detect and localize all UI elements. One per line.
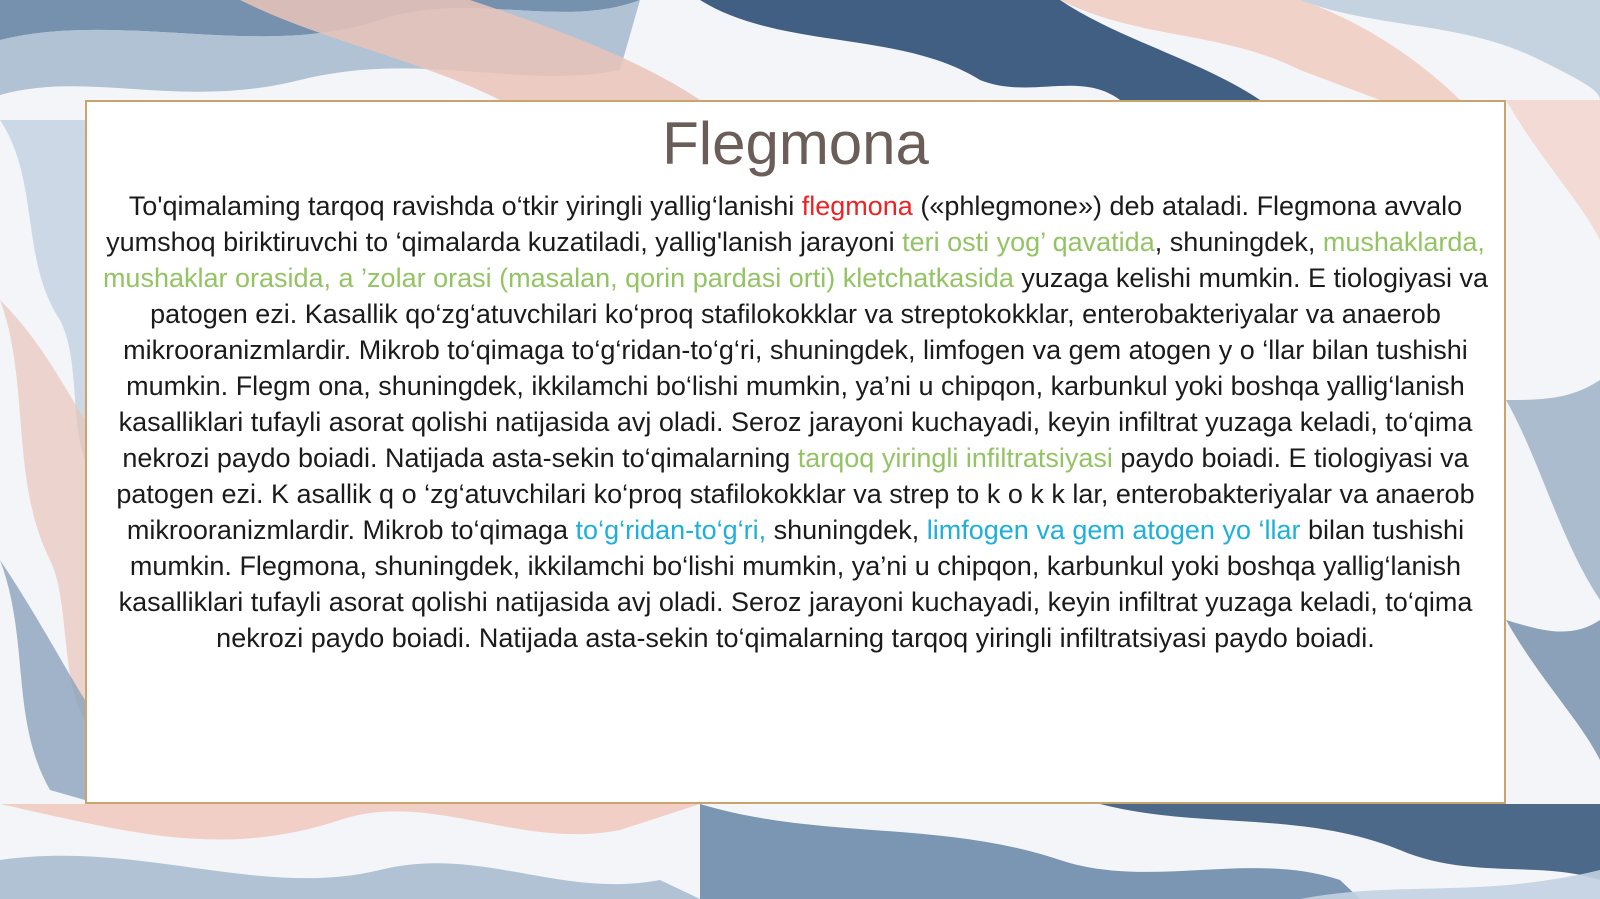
text-segment: , shuningdek, xyxy=(1154,227,1323,257)
highlight-phrase: teri osti yog’ qavatida xyxy=(902,227,1155,257)
text-segment: paydo boiadi. E tiologiyasi va patogen ezi. K asallik q o ‘zg‘atuvchilari ko‘proq stafilokokklar va strep to k o k k lar, enterobakteriyalar va anaerob mikrooranizmlardir. Mikrob to‘qimaga xyxy=(116,443,1475,545)
text-segment: yuzaga kelishi mumkin. E tiologiyasi va patogen ezi. Kasallik qo‘zg‘atuvchilari ko‘proq stafilokokklar va streptokokklar, enterobakteriyalar va anaerob mikrooranizmlardir. Mikrob to‘qimaga to‘g‘ridan-to‘g‘ri, shuningdek, limfogen va gem atogen y o ‘llar bilan tushishi mumkin. Flegm ona, shuningdek, ikkilamchi bo‘lishi mumkin, ya’ni u chipqon, karbunkul yoki boshqa yallig‘lanish kasalliklari tufayli asorat qolishi natijasida avj oladi. Seroz jarayoni kuchayadi, keyin infiltrat yuzaga keladi, to‘qima nekrozi paydo boiadi. Natijada asta-sekin to‘qimalarning xyxy=(118,263,1489,473)
slide-title: Flegmona xyxy=(662,110,929,177)
highlight-term-flegmona: flegmona xyxy=(801,191,913,221)
text-segment: bilan tushishi mumkin. Flegmona, shuningdek, ikkilamchi bo‘lishi mumkin, ya’ni u chipqon, karbunkul yoki boshqa yallig‘lanish kasalliklari tufayli asorat qolishi natijasida avj oladi. Seroz jarayoni kuchayadi, keyin infiltrat yuzaga keladi, to‘qima nekrozi paydo boiadi. Natijada asta-sekin to‘qimalarning tarqoq yiringli infiltratsiyasi paydo boiadi. xyxy=(118,515,1473,653)
highlight-phrase: tarqoq yiringli infiltratsiyasi xyxy=(797,443,1113,473)
text-segment: shuningdek, xyxy=(766,515,927,545)
text-segment: To'qimalaming tarqoq ravishda o‘tkir yiringli yallig‘lanishi xyxy=(128,191,802,221)
content-card xyxy=(85,100,1506,804)
highlight-phrase-cyan: limfogen va gem atogen yo ‘llar xyxy=(926,515,1301,545)
body-paragraph xyxy=(101,188,1490,656)
highlight-phrase-cyan: to‘g‘ridan-to‘g‘ri, xyxy=(575,515,767,545)
text-segment: («phlegmone») deb ataladi. Flegmona avvalo yumshoq biriktiruvchi to ‘qimalarda kuzatiladi, yallig'lanish jarayoni xyxy=(106,191,1463,257)
highlight-phrase: mushaklarda, mushaklar orasida, a ’zolar orasi (masalan, qorin pardasi orti) kletchatkasida xyxy=(102,227,1485,293)
